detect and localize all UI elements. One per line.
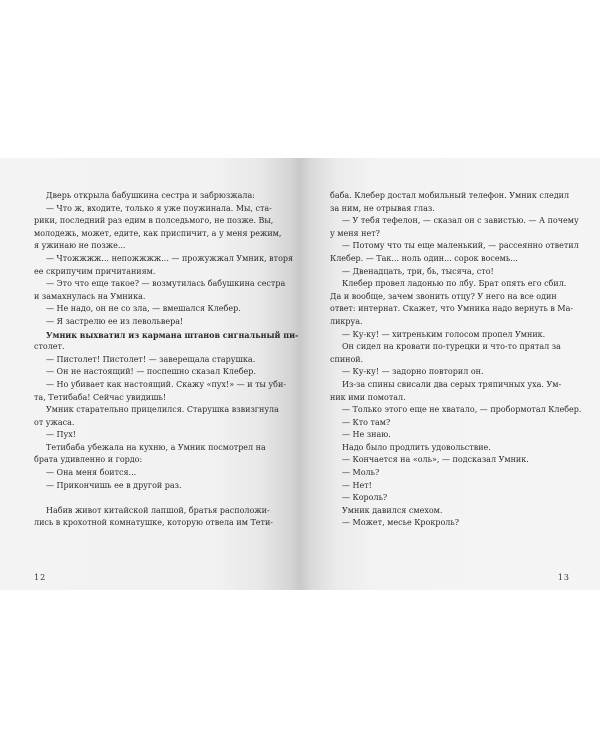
text-line: — Только этого еще не хватало, — пробормотал Клебер. — [342, 405, 582, 415]
text-line: Умник давился смехом. — [342, 505, 443, 515]
text-line: у меня нет? — [330, 228, 380, 238]
text-line: — Кончается на «оль», — подсказал Умник. — [342, 455, 529, 465]
text-line: — Ку-ку! — хитреньким голосом пропел Умник. — [342, 329, 546, 339]
text-line: Набив живот китайской лапшой, братья расположи- — [46, 505, 270, 515]
text-line: — Ку-ку! — задорно повторил он. — [342, 367, 484, 377]
book-spread — [0, 158, 600, 590]
text-line: и замахнулась на Умника. — [34, 291, 146, 301]
text-line: ее скрипучим причитаниям. — [34, 266, 156, 276]
text-line: — Что ж, входите, только я уже поужинала. Мы, ста- — [46, 203, 272, 213]
text-line: — Не надо, он не со зла, — вмешался Клебер. — [46, 304, 241, 314]
text-line: Умник выхватил из кармана штанов сигнальный пи- — [46, 329, 299, 340]
text-line: Он сидел на кровати по-турецки и что-то прятал за — [342, 342, 561, 352]
text-line: столет. — [34, 342, 65, 352]
text-line: Клебер. — Так... ноль один... сорок восемь... — [330, 253, 518, 263]
text-line: лись в крохотной комнатушке, которую отвела им Тети- — [34, 518, 273, 528]
text-line: Тетибаба убежала на кухню, а Умник посмотрел на — [46, 442, 266, 452]
text-line: — У тебя тефелон, — сказал он с завистью. — А почему — [342, 216, 579, 226]
text-line: за ним, не отрывая глаз. — [330, 203, 435, 213]
text-line: та, Тетибаба! Сейчас увидишь! — [34, 392, 167, 402]
right-page — [300, 158, 600, 590]
text-line: рики, последний раз едим в полседьмого, не позже. Вы, — [34, 216, 274, 226]
text-line: — Может, месье Крокроль? — [342, 518, 460, 528]
text-line: — Нет! — [342, 480, 372, 490]
text-line: от ужаса. — [34, 417, 75, 427]
text-line: — Чтожжжж... непожжжж... — прожужжал Умник, вторя — [46, 253, 294, 263]
text-line — [34, 492, 272, 505]
right-page-number: 13 — [557, 573, 570, 582]
text-line: брата удивленно и гордо: — [34, 455, 143, 465]
text-line: молодежь, может, едите, как приспичит, а у меня режим, — [34, 228, 282, 238]
text-line: — Прикончишь ее в другой раз. — [46, 480, 182, 490]
text-line: — Моль? — [342, 468, 380, 478]
text-line: — Пистолет! Пистолет! — заверещала старушка. — [46, 354, 256, 364]
text-line: — Кто там? — [342, 417, 391, 427]
left-page-text — [34, 190, 299, 530]
text-line: Умник старательно прицелился. Старушка взвизгнула — [46, 405, 279, 415]
text-line: ник ими помотал. — [330, 392, 406, 402]
text-line: Да и вообще, зачем звонить отцу? У него на все один — [330, 291, 557, 301]
text-line: Из-за спины свисали два серых тряпичных уха. Ум- — [342, 379, 562, 389]
text-line: — Это что еще такое? — возмутилась бабушкина сестра — [46, 279, 286, 289]
text-line: — Я застрелю ее из левольвера! — [46, 316, 184, 326]
text-line: — Не знаю. — [342, 430, 391, 440]
left-page-number: 12 — [34, 573, 47, 582]
text-line: — Он не настоящий! — поспешно сказал Клебер. — [46, 367, 256, 377]
text-line: — Король? — [342, 493, 388, 503]
text-line: — Но убивает как настоящий. Скажу «пух!» — и ты уби- — [46, 379, 286, 389]
text-line: — Потому что ты еще маленький, — рассеянно ответил — [342, 241, 579, 251]
right-page-text — [330, 190, 582, 530]
text-line: — Двенадцать, три, бь, тысяча, сто! — [342, 266, 494, 276]
text-line: ответ: интернат. Скажет, что Умника надо вернуть в Ма- — [330, 304, 574, 314]
text-line: я ужинаю не позже... — [34, 241, 126, 251]
text-line: Дверь открыла бабушкина сестра и забрюзжала: — [46, 191, 255, 200]
text-line: Клебер провел ладонью по лбу. Брат опять его сбил. — [342, 279, 567, 289]
text-line: — Пух! — [46, 430, 76, 440]
left-page — [0, 158, 300, 590]
text-line: Надо было продлить удовольствие. — [342, 442, 491, 452]
text-line: — Она меня боится... — [46, 468, 137, 478]
text-line: спиной. — [330, 354, 364, 364]
text-line: баба. Клебер достал мобильный телефон. Умник следил — [330, 191, 570, 200]
text-line: ликруа. — [330, 316, 363, 326]
